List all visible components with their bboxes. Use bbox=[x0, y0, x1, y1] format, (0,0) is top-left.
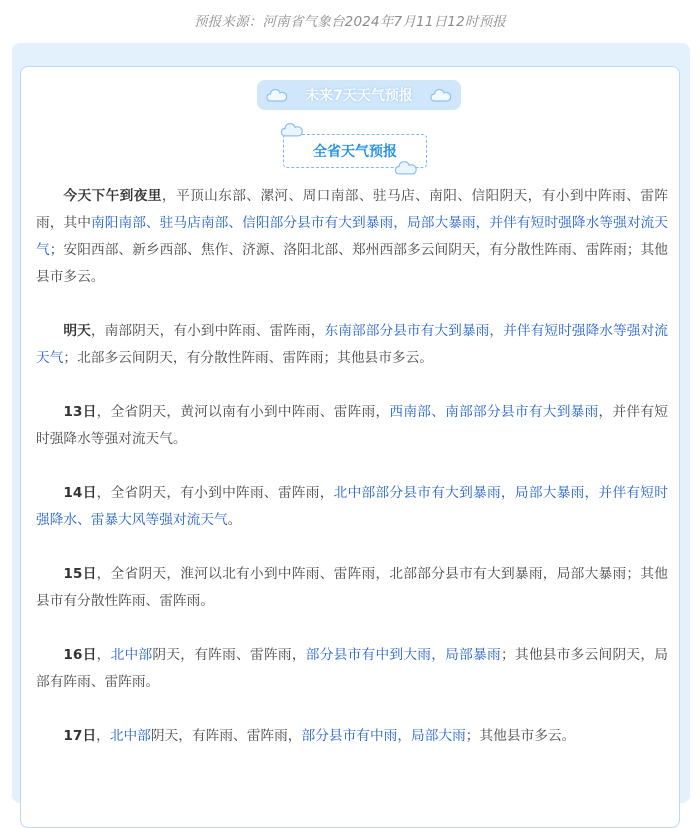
highlighted-forecast-text: 东南部部分县市有大到暴雨，并伴有短时强降水等强对流天气 bbox=[36, 323, 668, 366]
forecast-paragraph bbox=[36, 642, 668, 696]
forecast-day-label: 16日 bbox=[63, 647, 97, 663]
forecast-day-label: 今天下午到夜里 bbox=[63, 188, 162, 204]
forecast-text: ， bbox=[96, 647, 111, 663]
province-forecast-title-box bbox=[283, 134, 427, 168]
highlighted-forecast-text: 北中部部分县市有大到暴雨，局部大暴雨，并伴有短时强降水、雷暴大风等强对流天气 bbox=[36, 485, 668, 528]
forecast-text: ， bbox=[96, 728, 110, 744]
forecast-source-text: 预报来源：河南省气象台2024年7月11日12时预报 bbox=[193, 14, 506, 30]
forecast-paragraph bbox=[36, 561, 668, 615]
forecast-paragraph bbox=[36, 183, 668, 291]
forecast-text: 阴天，有阵雨、雷阵雨， bbox=[150, 728, 302, 744]
cloud-icon bbox=[280, 121, 304, 138]
forecast-paragraph bbox=[36, 480, 668, 534]
highlighted-forecast-text: 南阳南部、驻马店南部、信阳部分县市有大到暴雨，局部大暴雨，并伴有短时强降水等强对流天气 bbox=[36, 215, 668, 258]
forecast-day-label: 17日 bbox=[63, 728, 97, 744]
highlighted-forecast-text: 北中部 bbox=[109, 728, 151, 744]
forecast-day-label: 15日 bbox=[63, 566, 97, 582]
highlighted-forecast-text: 部分县市有中到大雨，局部暴雨 bbox=[305, 647, 501, 663]
forecast-paragraph bbox=[36, 318, 668, 372]
forecast-text: ，南部阴天，有小到中阵雨、雷阵雨， bbox=[90, 323, 325, 339]
province-forecast-title: 全省天气预报 bbox=[313, 144, 397, 160]
seven-day-forecast-banner bbox=[257, 80, 461, 110]
cloud-icon bbox=[266, 87, 288, 103]
forecast-text: ；其他县市多云。 bbox=[465, 728, 576, 744]
cloud-icon bbox=[394, 159, 418, 176]
forecast-text: ；安阳西部、新乡西部、焦作、济源、洛阳北部、郑州西部多云间阴天，有分散性阵雨、雷阵雨；其他县市多云。 bbox=[36, 242, 668, 285]
forecast-day-label: 明天 bbox=[63, 323, 91, 339]
forecast-text: ，并伴有短时强降水等强对流天气。 bbox=[36, 404, 668, 447]
forecast-paragraph bbox=[36, 399, 668, 453]
forecast-text: ，全省阴天，淮河以北有小到中阵雨、雷阵雨，北部部分县市有大到暴雨，局部大暴雨；其他县市有分散性阵雨、雷阵雨。 bbox=[36, 566, 668, 609]
forecast-text: ；其他县市多云间阴天，局部有阵雨、雷阵雨。 bbox=[36, 647, 668, 690]
forecast-text: 阴天，有阵雨、雷阵雨， bbox=[152, 647, 306, 663]
cloud-icon bbox=[430, 87, 452, 103]
forecast-card bbox=[20, 66, 680, 828]
forecast-panel bbox=[12, 43, 690, 803]
banner-title: 未来7天天气预报 bbox=[305, 88, 413, 104]
highlighted-forecast-text: 北中部 bbox=[110, 647, 153, 663]
highlighted-forecast-text: 西南部、南部部分县市有大到暴雨 bbox=[389, 404, 599, 420]
forecast-day-label: 14日 bbox=[63, 485, 97, 501]
forecast-text: ；北部多云间阴天，有分散性阵雨、雷阵雨；其他县市多云。 bbox=[63, 350, 433, 366]
forecast-text: ，全省阴天，有小到中阵雨、雷阵雨， bbox=[96, 485, 334, 501]
highlighted-forecast-text: 部分县市有中雨，局部大雨 bbox=[301, 728, 466, 744]
forecast-paragraph bbox=[36, 723, 668, 750]
forecast-text: ，全省阴天，黄河以南有小到中阵雨、雷阵雨， bbox=[96, 404, 390, 420]
forecast-text: 。 bbox=[227, 512, 242, 528]
forecast-text: ，平顶山东部、漯河、周口南部、驻马店、南阳、信阳阴天，有小到中阵雨、雷阵雨，其中 bbox=[36, 188, 668, 231]
forecast-day-label: 13日 bbox=[63, 404, 97, 420]
forecast-paragraphs bbox=[36, 183, 668, 777]
